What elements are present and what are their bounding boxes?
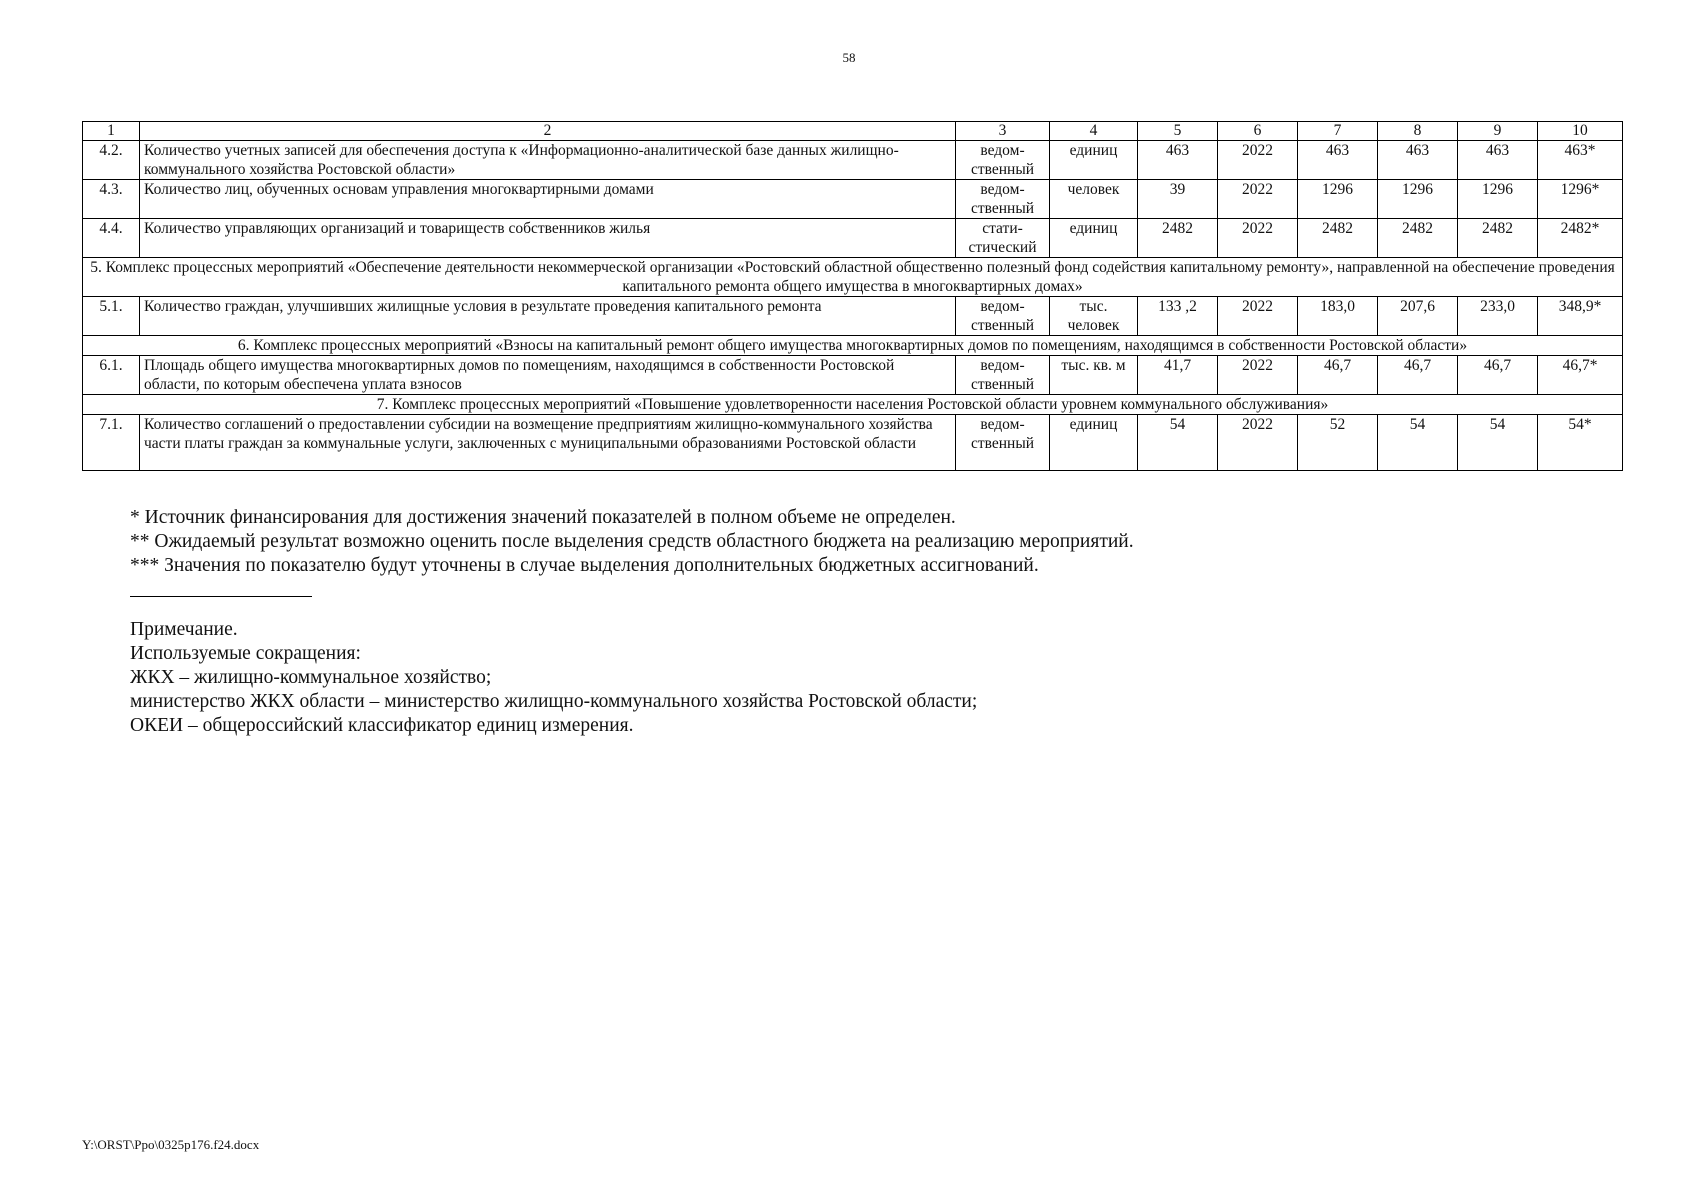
table-header-row <box>83 122 1623 141</box>
table-row <box>83 180 1623 219</box>
page-number: 58 <box>842 50 856 65</box>
indicator-name: Количество учетных записей для обеспечения доступа к «Информационно-аналитической базе данных жилищно-коммунального хозяйства Ростовской области» <box>140 141 956 180</box>
section-row <box>83 395 1623 415</box>
base-value: 39 <box>1138 180 1218 219</box>
section-row <box>83 336 1623 356</box>
value-10: 54* <box>1538 415 1623 471</box>
footnote: * Источник финансирования для достижения значений показателей в полном объеме не определен. <box>130 507 956 528</box>
base-year: 2022 <box>1218 141 1298 180</box>
value-7: 183,0 <box>1298 297 1378 336</box>
value-9: 1296 <box>1458 180 1538 219</box>
unit: единиц <box>1050 415 1138 471</box>
table-row <box>83 297 1623 336</box>
value-8: 207,6 <box>1378 297 1458 336</box>
header-cell: 10 <box>1538 122 1623 141</box>
indicator-type: ведом-ственный <box>956 415 1050 471</box>
unit: тыс. человек <box>1050 297 1138 336</box>
row-number: 7.1. <box>83 415 140 471</box>
abbreviations-note <box>130 618 977 738</box>
value-7: 1296 <box>1298 180 1378 219</box>
note-divider <box>130 596 312 597</box>
value-7: 46,7 <box>1298 356 1378 395</box>
header-cell: 8 <box>1378 122 1458 141</box>
section-title: 7. Комплекс процессных мероприятий «Повышение удовлетворенности населения Ростовской области уровнем коммунального обслуживания» <box>83 395 1623 415</box>
header-cell: 2 <box>140 122 956 141</box>
base-value: 41,7 <box>1138 356 1218 395</box>
value-8: 54 <box>1378 415 1458 471</box>
base-value: 54 <box>1138 415 1218 471</box>
row-number: 5.1. <box>83 297 140 336</box>
base-year: 2022 <box>1218 415 1298 471</box>
abbreviation-item: ЖКХ – жилищно-коммунальное хозяйство; <box>130 667 492 688</box>
value-9: 463 <box>1458 141 1538 180</box>
value-8: 463 <box>1378 141 1458 180</box>
note-subtitle: Используемые сокращения: <box>130 643 361 664</box>
file-path: Y:\ORST\Ppo\0325p176.f24.docx <box>82 1137 260 1152</box>
indicators-table <box>82 121 1623 471</box>
section-title: 5. Комплекс процессных мероприятий «Обеспечение деятельности некоммерческой организации «Ростовский областной общественно полезный фонд содействия капитальному ремонту», направленной на обеспечение проведения капитального ремонта общего имущества в многоквартирных домах» <box>83 258 1623 297</box>
value-9: 46,7 <box>1458 356 1538 395</box>
indicator-name: Количество соглашений о предоставлении субсидии на возмещение предприятиям жилищно-коммунального хозяйства части платы граждан за коммунальные услуги, заключенных с муниципальными образованиями Ростовской области <box>140 415 956 471</box>
value-10: 46,7* <box>1538 356 1623 395</box>
base-value: 133 ,2 <box>1138 297 1218 336</box>
header-cell: 4 <box>1050 122 1138 141</box>
value-7: 463 <box>1298 141 1378 180</box>
footnote: *** Значения по показателю будут уточнены в случае выделения дополнительных бюджетных ассигнований. <box>130 555 1039 576</box>
value-9: 2482 <box>1458 219 1538 258</box>
unit: человек <box>1050 180 1138 219</box>
header-cell: 7 <box>1298 122 1378 141</box>
value-7: 52 <box>1298 415 1378 471</box>
table-row <box>83 415 1623 471</box>
value-8: 1296 <box>1378 180 1458 219</box>
indicator-type: стати-стический <box>956 219 1050 258</box>
indicator-name: Количество управляющих организаций и товариществ собственников жилья <box>140 219 956 258</box>
indicator-type: ведом-ственный <box>956 141 1050 180</box>
value-8: 46,7 <box>1378 356 1458 395</box>
row-number: 4.4. <box>83 219 140 258</box>
indicator-name: Площадь общего имущества многоквартирных домов по помещениям, находящимся в собственности Ростовской области, по которым обеспечена уплата взносов <box>140 356 956 395</box>
value-10: 1296* <box>1538 180 1623 219</box>
note-title: Примечание. <box>130 619 238 640</box>
unit: тыс. кв. м <box>1050 356 1138 395</box>
table-row <box>83 356 1623 395</box>
base-year: 2022 <box>1218 356 1298 395</box>
value-10: 463* <box>1538 141 1623 180</box>
footnotes <box>130 506 1134 578</box>
header-cell: 1 <box>83 122 140 141</box>
table-row <box>83 219 1623 258</box>
header-cell: 9 <box>1458 122 1538 141</box>
header-cell: 3 <box>956 122 1050 141</box>
indicator-type: ведом-ственный <box>956 180 1050 219</box>
row-number: 4.3. <box>83 180 140 219</box>
base-year: 2022 <box>1218 297 1298 336</box>
value-8: 2482 <box>1378 219 1458 258</box>
row-number: 4.2. <box>83 141 140 180</box>
indicator-type: ведом-ственный <box>956 297 1050 336</box>
abbreviation-item: ОКЕИ – общероссийский классификатор единиц измерения. <box>130 715 634 736</box>
header-cell: 5 <box>1138 122 1218 141</box>
table-row <box>83 141 1623 180</box>
value-10: 2482* <box>1538 219 1623 258</box>
base-year: 2022 <box>1218 180 1298 219</box>
unit: единиц <box>1050 219 1138 258</box>
base-value: 463 <box>1138 141 1218 180</box>
value-7: 2482 <box>1298 219 1378 258</box>
section-title: 6. Комплекс процессных мероприятий «Взносы на капитальный ремонт общего имущества многоквартирных домов по помещениям, находящимся в собственности Ростовской области» <box>83 336 1623 356</box>
row-number: 6.1. <box>83 356 140 395</box>
base-value: 2482 <box>1138 219 1218 258</box>
footnote: ** Ожидаемый результат возможно оценить после выделения средств областного бюджета на реализацию мероприятий. <box>130 531 1134 552</box>
section-row <box>83 258 1623 297</box>
indicator-name: Количество граждан, улучшивших жилищные условия в результате проведения капитального ремонта <box>140 297 956 336</box>
value-9: 233,0 <box>1458 297 1538 336</box>
value-10: 348,9* <box>1538 297 1623 336</box>
unit: единиц <box>1050 141 1138 180</box>
value-9: 54 <box>1458 415 1538 471</box>
indicator-name: Количество лиц, обученных основам управления многоквартирными домами <box>140 180 956 219</box>
header-cell: 6 <box>1218 122 1298 141</box>
indicator-type: ведом-ственный <box>956 356 1050 395</box>
abbreviation-item: министерство ЖКХ области – министерство жилищно-коммунального хозяйства Ростовской области; <box>130 691 978 712</box>
base-year: 2022 <box>1218 219 1298 258</box>
